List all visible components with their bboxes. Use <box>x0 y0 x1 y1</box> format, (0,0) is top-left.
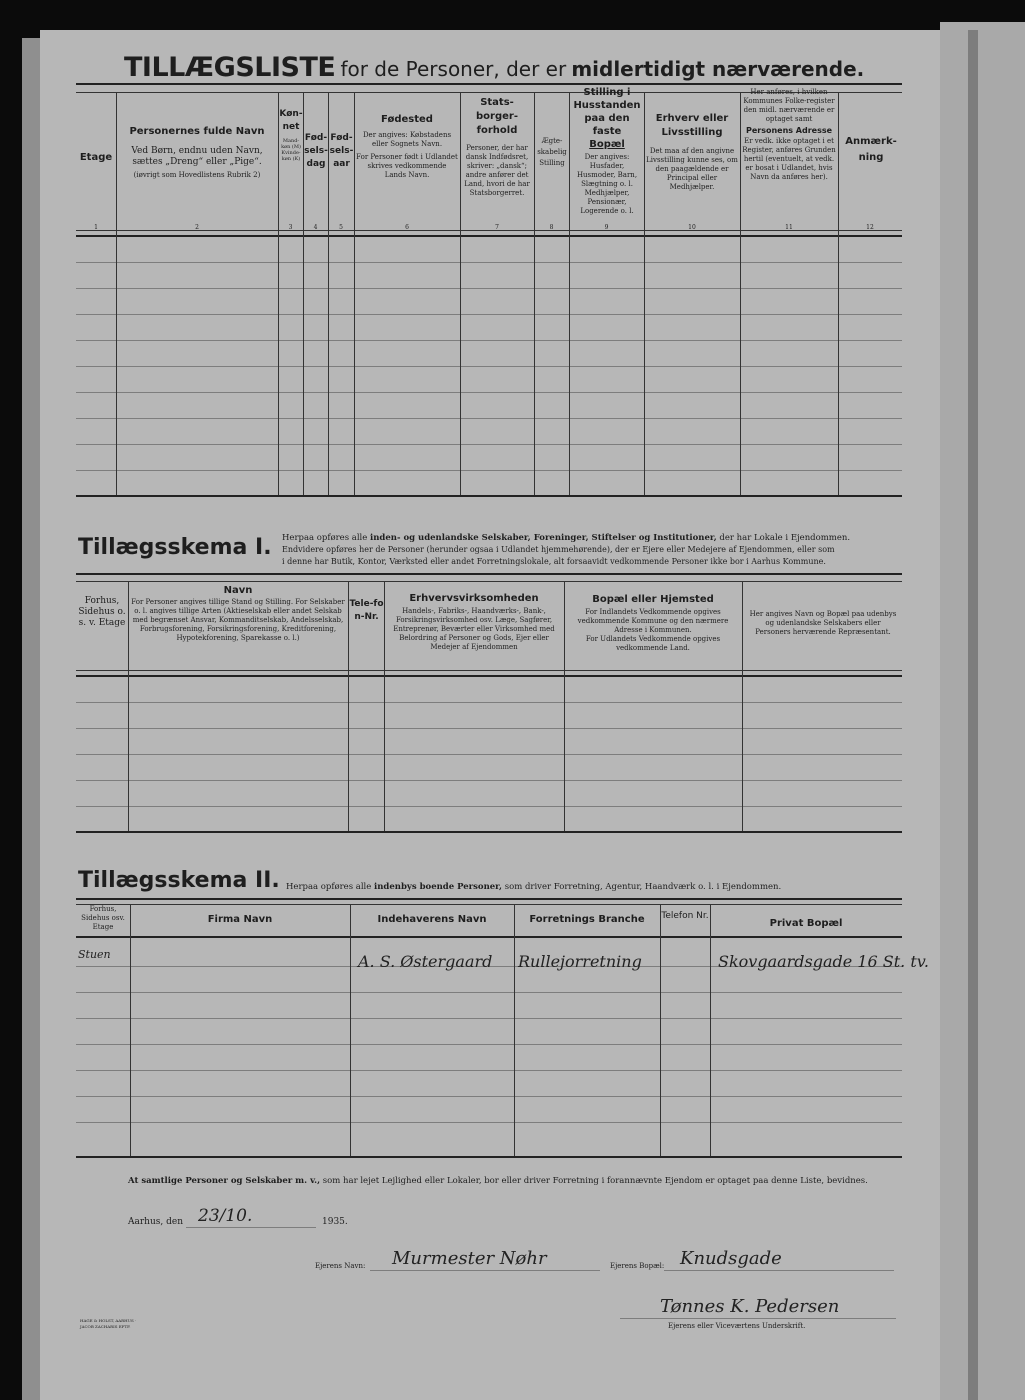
s2-row1-etage: Stuen <box>78 948 111 961</box>
page-edge-shadow <box>22 38 42 1400</box>
title-bold: TILLÆGSLISTE <box>124 52 336 83</box>
col-fodselsdag: Fød-sels-dag <box>304 133 328 169</box>
col-number: 1 <box>94 224 98 231</box>
col-number: 10 <box>688 224 696 231</box>
col-konnet <box>279 108 303 162</box>
s1-col-bopael-note: For Indlandets Vedkommende opgives vedkommende Kommune og den nærmere Adresse i Kommunen. <box>577 608 729 634</box>
s2-col-indehaver: Indehaverens Navn <box>377 914 487 925</box>
col-fodested-title: Fødested <box>381 114 433 125</box>
col-kommune-bold: Personens Adresse <box>745 126 833 135</box>
col-erhverv-note: Det maa af den angivne Livsstilling kunne ses, om den paagældende er Principal eller Medhjælper. <box>646 147 738 191</box>
page-edge <box>968 30 978 1400</box>
col-etage: Etage <box>79 152 113 163</box>
col-number: 3 <box>288 224 293 231</box>
s2-row1-branche: Rullejorretning <box>518 952 642 971</box>
s1-col-erhverv-title: Erhvervsvirksomheden <box>409 593 539 604</box>
col-stats-title: Stats-borger-forhold <box>476 97 518 136</box>
schedule-2-title: Tillægsskema II. <box>78 868 280 893</box>
col-stats <box>462 96 532 198</box>
place-label: Aarhus, den <box>128 1217 183 1227</box>
s2-row1-bopael: Skovgaardsgade 16 St. tv. <box>718 952 929 971</box>
col-anmaerkning: Anmærk-ning <box>845 136 897 163</box>
col-fodested <box>356 114 458 180</box>
s1-col-bopael-title: Bopæl eller Hjemsted <box>592 594 714 605</box>
owner-name-value: Murmester Nøhr <box>392 1248 547 1269</box>
form-page <box>40 30 940 1400</box>
intro-c: der har Lokale i Ejendommen. <box>719 533 851 543</box>
s1-col-repr: Her angives Navn og Bopæl paa udenbys og udenlandske Selskabers eller Personers herværende Repræsentant. <box>749 610 897 636</box>
col-stilling <box>571 86 643 216</box>
year-value: 1935. <box>322 1217 348 1227</box>
s2-col-firma: Firma Navn <box>207 914 273 925</box>
col-kommune-note2: Er vedk. ikke optaget i et Register, anføres Grunden hertil (eventuelt, at vedk. er bosat i Udlandet, hvis Navn da anføres her). <box>742 137 836 181</box>
col-number: 12 <box>866 224 874 231</box>
owner-address-value: Knudsgade <box>680 1248 782 1269</box>
declaration-text: som har lejet Lejlighed eller Lokaler, bor eller driver Forretning i forannævnte Ejendom er optaget paa denne Liste, bevidnes. <box>322 1176 868 1186</box>
col-number: 4 <box>313 224 318 231</box>
s2-row1-indehaver: A. S. Østergaard <box>358 952 493 971</box>
declaration-bold: At samtlige Personer og Selskaber m. v., <box>128 1176 321 1186</box>
col-aegte: Ægte-skabelig Stilling <box>537 137 567 167</box>
printer-mark: HAGE & HOLST, AARHUS · JACOB ZACHARIS EFTF. <box>80 1318 137 1329</box>
title-rest: for de Personer, der er <box>340 57 567 81</box>
page-title <box>124 52 924 86</box>
intro-line3: i denne har Butik, Kontor, Værksted eller andet Forretningslokale, alt forsaavidt vedkommende Personer ikke bor i Aarhus Kommune. <box>282 557 826 566</box>
schedule-2-intro <box>286 882 781 892</box>
col-kommune-note: Her anføres, i hvilken Kommunes Folke-register den midl. nærværende er optaget samt <box>743 88 835 123</box>
s2-col-bopael: Privat Bopæl <box>769 918 843 929</box>
col-konnet-title: Køn-net <box>279 109 303 132</box>
col-number: 9 <box>604 224 609 231</box>
col-erhverv-title: Erhverv eller Livsstilling <box>655 113 729 138</box>
s1-col-navn <box>130 585 346 643</box>
col-erhverv <box>646 112 738 192</box>
s1-col-navn-title: Navn <box>223 585 253 596</box>
schedule-1-title: Tillægsskema I. <box>78 535 272 560</box>
signature: Tønnes K. Pedersen <box>660 1296 840 1317</box>
s1-col-telefon: Tele-fon-Nr. <box>349 599 384 622</box>
col-fodselsaar: Fød-sels-aar <box>329 133 354 169</box>
intro-a: Herpaa opføres alle <box>286 882 372 892</box>
owner-name-label: Ejerens Navn: <box>315 1262 366 1270</box>
owner-address-label: Ejerens Bopæl: <box>610 1262 665 1270</box>
s1-col-bopael <box>566 594 740 653</box>
col-konnet-note: Mand-køn (M) Kvinde-køn (K) <box>281 138 301 162</box>
s1-col-forhus: Forhus, Sidehus o. s. v. Etage <box>78 596 126 628</box>
col-number: 6 <box>405 224 409 231</box>
title-bold2: midlertidigt nærværende. <box>571 57 865 81</box>
col-navn-note2: (iøvrigt som Hovedlistens Rubrik 2) <box>133 171 261 179</box>
col-kommune <box>742 88 836 182</box>
col-number: 2 <box>195 224 199 231</box>
intro-c: som driver Forretning, Agentur, Haandværk o. l. i Ejendommen. <box>504 882 782 892</box>
declaration <box>128 1176 868 1186</box>
s2-col-branche: Forretnings Branche <box>529 914 645 925</box>
col-number: 8 <box>549 224 554 231</box>
col-number: 5 <box>339 224 343 231</box>
col-number: 7 <box>495 224 499 231</box>
col-fodested-note: Der angives: Købstadens eller Sognets Navn. <box>362 131 452 148</box>
schedule-1-intro <box>282 532 902 568</box>
intro-a: Herpaa opføres alle <box>282 533 368 543</box>
s1-col-erhverv <box>386 593 562 652</box>
col-stats-note: Personer, der har dansk Indfødsret, skriver: „dansk“; andre anfører det Land, hvori de har Statsborgerret. <box>464 144 530 197</box>
intro-b: indenbys boende Personer, <box>374 882 503 892</box>
signature-label: Ejerens eller Viceværtens Underskrift. <box>668 1322 806 1330</box>
intro-b: inden- og udenlandske Selskaber, Foreninger, Stiftelser og Institutioner, <box>370 533 717 543</box>
s1-col-erhverv-note: Handels-, Fabriks-, Haandværks-, Bank-, Forsikringsvirksomhed osv. Læge, Sagfører, Entreprenør, Beværter eller Virksomhed med Belordring af Personer og Gods, Ejer eller Medejer af Ejendommen <box>393 607 555 651</box>
s1-col-bopael-note2: For Udlandets Vedkommende opgives vedkommende Land. <box>585 635 721 652</box>
col-fodested-note2: For Personer født i Udlandet skrives vedkommende Lands Navn. <box>356 153 458 179</box>
intro-line2: Endvidere opføres her de Personer (herunder ogsaa i Udlandet hjemmehørende), der er Ejere eller Medejere af Ejendommen, eller som <box>282 545 835 554</box>
col-stilling-note: Der angives: Husfader, Husmoder, Barn, Slægtning o. l. Medhjælper, Pensionær, Logerende o. l. <box>576 153 638 215</box>
col-navn-note: Ved Børn, endnu uden Navn, sættes „Dreng“ eller „Pige“. <box>131 146 263 167</box>
adjacent-page <box>940 22 1025 1400</box>
s2-col-telefon: Telefon Nr. <box>661 911 709 921</box>
col-navn-title: Personernes fulde Navn <box>129 126 265 137</box>
date-value: 23/10. <box>198 1206 253 1226</box>
col-number: 11 <box>785 224 793 231</box>
col-navn <box>118 126 276 180</box>
col-stilling-title: Stilling i Husstanden paa den faste <box>573 87 641 137</box>
s1-col-navn-note: For Personer angives tillige Stand og Stilling. For Selskaber o. l. angives tillige Arten (Aktieselskab eller andet Selskab med begrænset Ansvar, Kommanditselskab, Andelsselskab, Forbrugsforening, Forsikringsforening, Kreditforening, Hypotekforening, Sparekasse o. l.) <box>131 598 345 642</box>
col-bopael-title: Bopæl <box>589 139 625 150</box>
s2-col-forhus: Forhus, Sidehus osv. Etage <box>81 905 125 931</box>
